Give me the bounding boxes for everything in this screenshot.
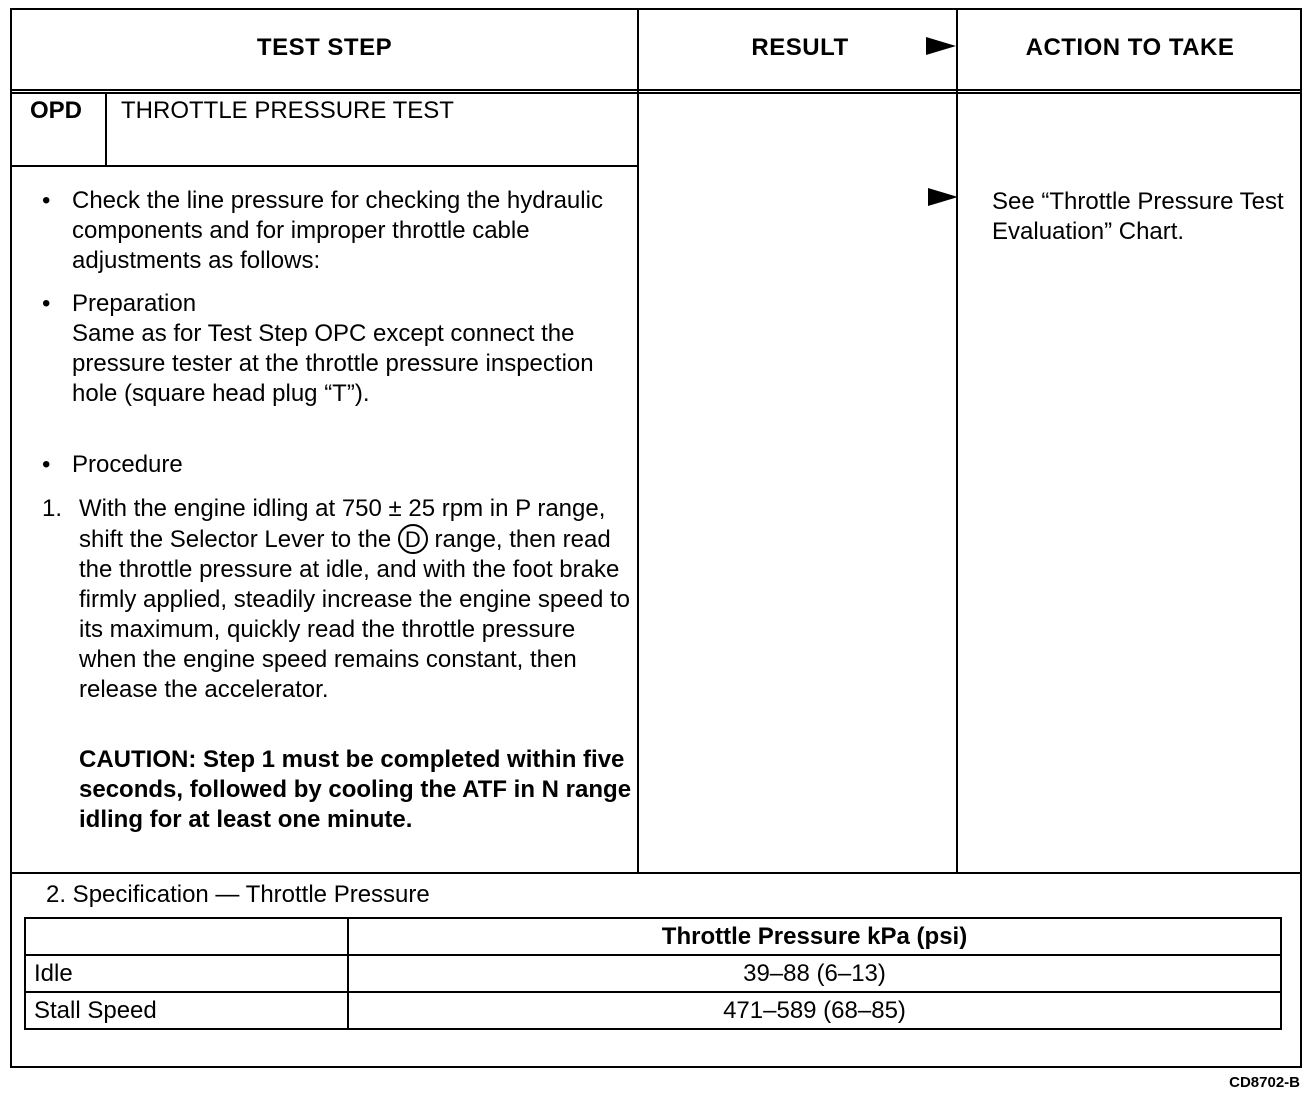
opd-bottom	[10, 165, 639, 167]
header-divider-2	[10, 92, 1302, 94]
column-divider-2	[956, 8, 958, 874]
procedure-text-b: range, then read the throttle pressure at idle, and with the foot brake firmly applied, steadily increase the engine speed to its maximum, quickly read the throttle pressure when the engine speed remains constant, then release the accelerator.	[79, 526, 630, 703]
bullet-procedure	[42, 450, 632, 482]
caution-note: CAUTION: Step 1 must be completed within five seconds, followed by cooling the ATF in N range idling for at least one minute.	[79, 746, 632, 833]
action-arrow-icon	[928, 188, 958, 206]
throttle-pressure-table	[24, 917, 1282, 1030]
bullet-text: Check the line pressure for checking the hydraulic components and for improper throttle cable adjustments as follows:	[72, 187, 603, 274]
bullet-preparation	[42, 289, 632, 439]
spec-title: 2. Specification — Throttle Pressure	[46, 881, 430, 908]
preparation-title: Preparation	[72, 290, 197, 317]
bullet-dot: •	[42, 187, 51, 214]
frame-left	[10, 8, 12, 1068]
result-arrow-icon	[926, 37, 956, 55]
row-value-idle: 39–88 (6–13)	[348, 955, 1281, 992]
procedure-number: 1.	[42, 495, 63, 522]
bullet-dot: •	[42, 290, 51, 317]
bullet-text: Procedure	[72, 451, 183, 478]
table-header-row	[25, 918, 1281, 955]
frame-bottom	[10, 1066, 1302, 1068]
spec-divider	[10, 872, 1302, 874]
bullet-dot: •	[42, 451, 51, 478]
column-divider-1	[637, 8, 639, 874]
opd-divider	[105, 92, 107, 167]
circled-d-symbol: D	[398, 524, 428, 554]
bullet-check-line-pressure	[42, 186, 632, 278]
header-action: ACTION TO TAKE	[1025, 34, 1235, 61]
procedure-step-1	[79, 494, 633, 705]
row-value-stall-speed: 471–589 (68–85)	[348, 992, 1281, 1029]
step-title: THROTTLE PRESSURE TEST	[121, 97, 454, 124]
header-divider	[10, 89, 1302, 91]
row-label-idle: Idle	[25, 955, 348, 992]
frame-right	[1300, 8, 1302, 1068]
header-test-step: TEST STEP	[256, 34, 393, 61]
frame-top	[10, 8, 1302, 10]
row-label-stall-speed: Stall Speed	[25, 992, 348, 1029]
procedure-text-a: With the engine idling at 750 ± 25 rpm in P range, shift the Selector Lever to the	[79, 495, 606, 553]
table-header-throttle-pressure: Throttle Pressure kPa (psi)	[348, 918, 1281, 955]
table-header-empty	[25, 918, 348, 955]
table-row	[25, 992, 1281, 1029]
table-row	[25, 955, 1281, 992]
preparation-body: Same as for Test Step OPC except connect the pressure tester at the throttle pressure inspection hole (square head plug “T”).	[72, 320, 594, 407]
action-text: See “Throttle Pressure Test Evaluation” Chart.	[992, 188, 1284, 245]
step-code: OPD	[30, 97, 83, 124]
header-result: RESULT	[751, 34, 849, 61]
figure-id: CD8702-B	[1229, 1074, 1300, 1091]
